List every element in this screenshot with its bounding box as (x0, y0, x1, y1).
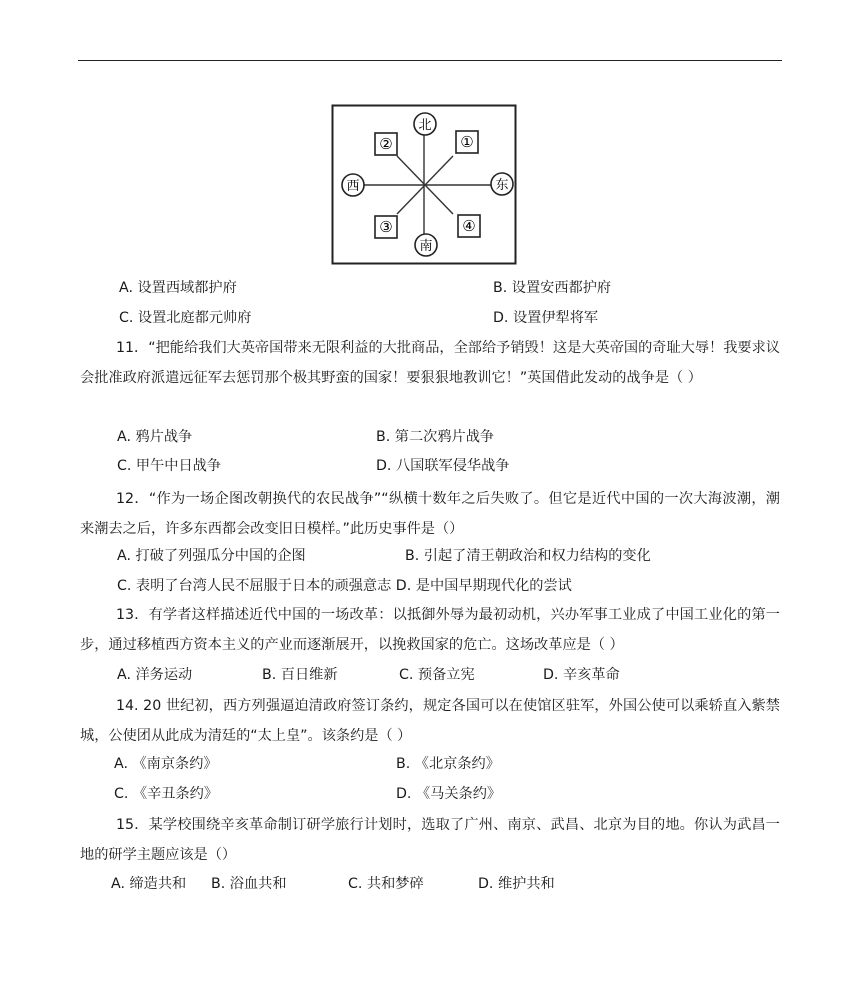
q11-option-d: D. 八国联军侵华战争 (376, 458, 510, 474)
q12-option-cd: C. 表明了台湾人民不屈服于日本的顽强意志 D. 是中国早期现代化的尝试 (117, 578, 572, 594)
q14-option-d: D. 《马关条约》 (396, 786, 502, 802)
q12-stem: 12．“作为一场企图改朝换代的农民战争”“纵横十数年之后失败了。但它是近代中国的一次大海波潮，潮来潮去之后，许多东西都会改变旧日模样。”此历史事件是（） (80, 491, 780, 537)
q15-option-d: D. 维护共和 (478, 876, 555, 892)
q14-stem: 14. 20 世纪初，西方列强逼迫清政府签订条约，规定各国可以在使馆区驻军，外国公使可以乘轿直入紫禁城，公使团从此成为清廷的“太上皇”。该条约是（ ） (80, 698, 780, 744)
q13-option-d: D. 辛亥革命 (543, 667, 620, 683)
direction-diagram (331, 104, 517, 265)
q13-option-c: C. 预备立宪 (399, 667, 475, 683)
q14-option-c: C. 《辛丑条约》 (114, 786, 219, 802)
east-marker (491, 173, 513, 195)
north-marker (414, 113, 436, 135)
q15-option-a: A. 缔造共和 (111, 876, 187, 892)
q14-option-b: B. 《北京条约》 (396, 756, 500, 772)
q11-stem: 11．“把能给我们大英帝国带来无限利益的大批商品，全部给予销毁！这是大英帝国的奇耻大辱！我要求议会批准政府派遣远征军去惩罚那个极其野蛮的国家！要狠狠地教训它！”英国借此发动的战争是（ ） (80, 340, 780, 386)
q10-option-b: B. 设置安西都护府 (493, 280, 612, 296)
q12-option-b: B. 引起了清王朝政治和权力结构的变化 (405, 548, 651, 564)
header-rule (78, 60, 782, 61)
south-marker (415, 234, 437, 256)
q11-option-b: B. 第二次鸦片战争 (376, 429, 495, 445)
q10-option-d: D. 设置伊犁将军 (493, 310, 599, 326)
box-4-label: ④ (462, 217, 476, 235)
q15-option-c: C. 共和梦碎 (348, 876, 424, 892)
box-2-label: ② (379, 135, 393, 153)
box-4 (458, 215, 480, 237)
q11-option-c: C. 甲午中日战争 (117, 458, 222, 474)
box-2 (375, 133, 397, 155)
q14-option-a: A. 《南京条约》 (114, 756, 218, 772)
west-label: 西 (346, 179, 360, 194)
west-marker (342, 174, 364, 196)
q10-option-c: C. 设置北庭都元帅府 (119, 310, 252, 326)
q12-option-a: A. 打破了列强瓜分中国的企图 (117, 548, 306, 564)
q13-option-b: B. 百日维新 (262, 667, 338, 683)
box-1 (456, 131, 478, 153)
q10-option-a: A. 设置西域都护府 (119, 280, 237, 296)
box-3-label: ③ (379, 218, 393, 236)
q13-stem: 13．有学者这样描述近代中国的一场改革：以抵御外辱为最初动机，兴办军事工业成了中国工业化的第一步，通过移植西方资本主义的产业而逐渐展开，以挽救国家的危亡。这场改革应是（ ） (80, 607, 780, 653)
box-1-label: ① (460, 133, 474, 151)
south-label: 南 (419, 239, 433, 254)
north-label: 北 (418, 118, 432, 133)
q11-option-a: A. 鸦片战争 (117, 429, 193, 445)
box-3 (375, 216, 397, 238)
q15-option-b: B. 浴血共和 (211, 876, 287, 892)
east-label: 东 (495, 178, 509, 193)
q13-option-a: A. 洋务运动 (117, 667, 193, 683)
q15-stem: 15．某学校围绕辛亥革命制订研学旅行计划时，选取了广州、南京、武昌、北京为目的地。你认为武昌一地的研学主题应该是（） (80, 817, 780, 863)
